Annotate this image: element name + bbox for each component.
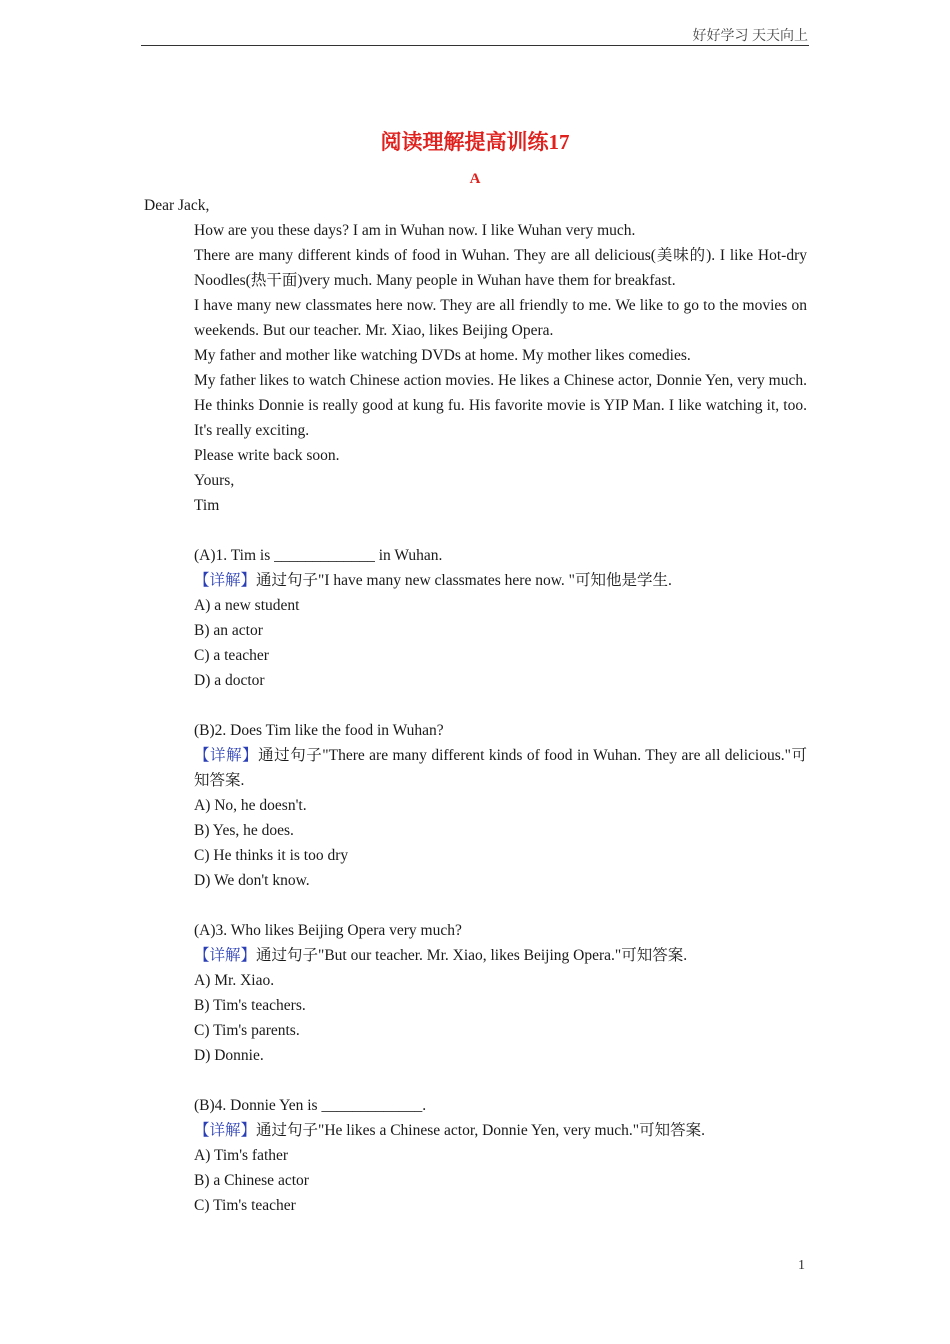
page-title: 阅读理解提高训练17 — [380, 130, 570, 154]
letter-paragraph: My father likes to watch Chinese action movies. He likes a Chinese actor, Donnie Yen, very much. He thinks Donnie is really good at kung fu. His favorite movie is YIP Man. I like watching it, too. It's really exciting. — [194, 372, 807, 439]
explain-text: 通过句子"But our teacher. Mr. Xiao, likes Beijing Opera."可知答案. — [256, 947, 688, 964]
explain-text: 通过句子"I have many new classmates here now. "可知他是学生. — [256, 572, 672, 589]
section-label: A — [469, 171, 481, 187]
document-body — [144, 193, 807, 1218]
answer-option: D) Donnie. — [194, 1047, 264, 1064]
letter-paragraph: My father and mother like watching DVDs at home. My mother likes comedies. — [194, 347, 691, 364]
letter-closing: Yours, — [194, 472, 235, 489]
explain-tag: 【详解】 — [194, 947, 257, 964]
explain-text: 通过句子"There are many different kinds of food in Wuhan. They are all delicious."可知答案. — [194, 747, 807, 789]
page-header-text: 好好学习 天天向上 — [692, 29, 808, 44]
answer-option: D) a doctor — [194, 672, 265, 689]
letter-paragraph: There are many different kinds of food in Wuhan. They are all delicious(美味的). I like Hot-dry Noodles(热干面)very much. Many people in Wuhan have them for breakfast. — [194, 247, 807, 289]
page-number: 1 — [798, 1258, 805, 1273]
question-stem: (A)3. Who likes Beijing Opera very much? — [194, 922, 462, 939]
question-explanation — [144, 943, 807, 968]
header-divider — [141, 45, 809, 46]
letter-paragraph: Please write back soon. — [194, 447, 340, 464]
answer-option: C) Tim's parents. — [194, 1022, 300, 1039]
answer-option: B) a Chinese actor — [194, 1172, 309, 1189]
question-stem: (B)4. Donnie Yen is _____________. — [194, 1097, 427, 1114]
letter-paragraph: How are you these days? I am in Wuhan now. I like Wuhan very much. — [194, 222, 636, 239]
question-stem: (A)1. Tim is _____________ in Wuhan. — [194, 547, 443, 564]
question-stem: (B)2. Does Tim like the food in Wuhan? — [194, 722, 444, 739]
letter-signature: Tim — [194, 497, 220, 514]
answer-option: B) an actor — [194, 622, 263, 639]
answer-option: A) Tim's father — [194, 1147, 289, 1164]
answer-option: C) He thinks it is too dry — [194, 847, 349, 864]
question-explanation — [144, 1118, 807, 1143]
letter-greeting: Dear Jack, — [144, 197, 210, 214]
answer-option: B) Yes, he does. — [194, 822, 294, 839]
answer-option: B) Tim's teachers. — [194, 997, 306, 1014]
answer-option: C) a teacher — [194, 647, 269, 664]
answer-option: D) We don't know. — [194, 872, 310, 889]
question-explanation — [144, 568, 807, 593]
answer-option: A) Mr. Xiao. — [194, 972, 275, 989]
answer-option: A) a new student — [194, 597, 300, 614]
explain-text: 通过句子"He likes a Chinese actor, Donnie Yen, very much."可知答案. — [256, 1122, 705, 1139]
letter-paragraph: I have many new classmates here now. They are all friendly to me. We like to go to the movies on weekends. But our teacher. Mr. Xiao, likes Beijing Opera. — [194, 297, 807, 339]
explain-tag: 【详解】 — [194, 1122, 257, 1139]
explain-tag: 【详解】 — [194, 572, 257, 589]
answer-option: A) No, he doesn't. — [194, 797, 307, 814]
explain-tag: 【详解】 — [194, 747, 259, 764]
question-explanation — [144, 743, 807, 793]
answer-option: C) Tim's teacher — [194, 1197, 296, 1214]
